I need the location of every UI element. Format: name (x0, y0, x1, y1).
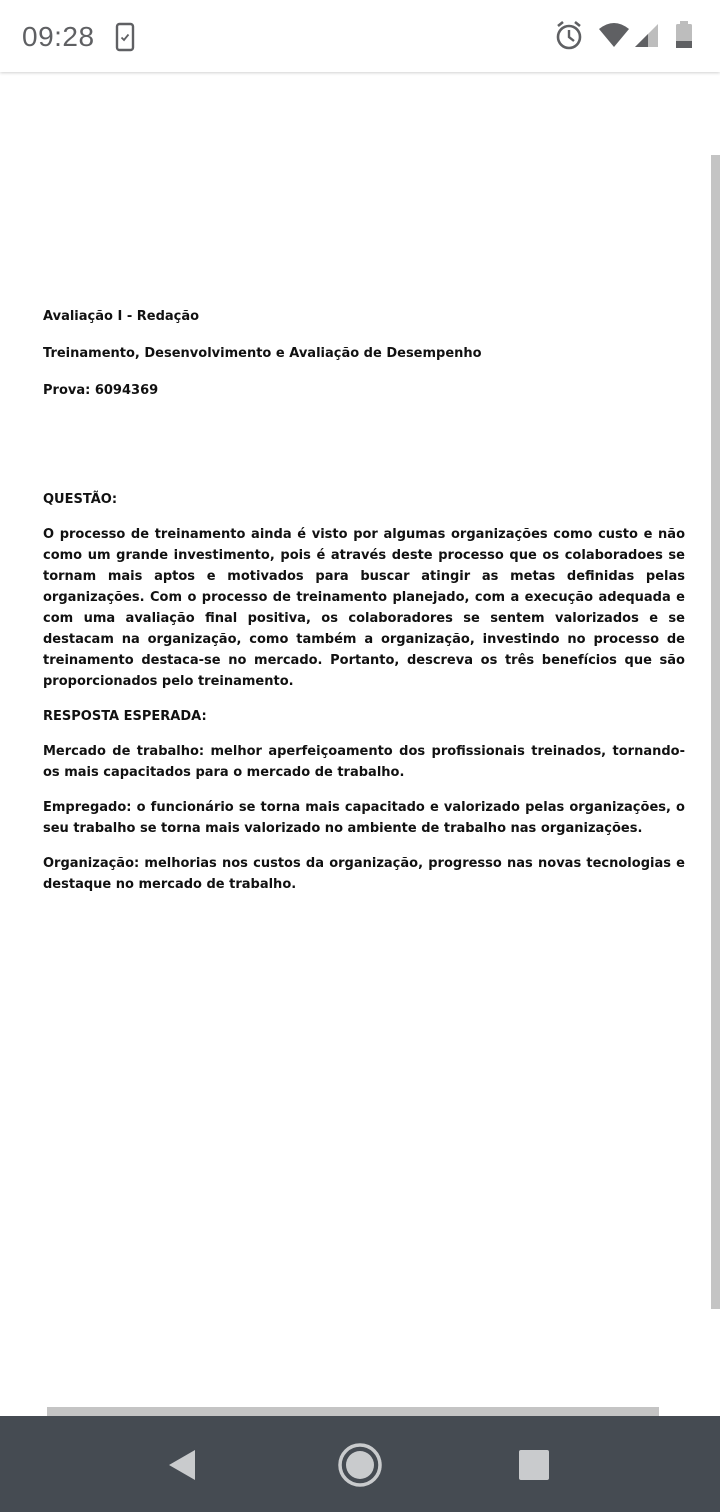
alarm-icon (554, 20, 584, 52)
answer-label: RESPOSTA ESPERADA: (43, 709, 207, 724)
vertical-scrollbar[interactable] (711, 155, 720, 1309)
course-name: Treinamento, Desenvolvimento e Avaliação de Desempenho (43, 346, 482, 361)
phone-check-icon (114, 22, 136, 52)
question-text: O processo de treinamento ainda é visto por algumas organizações como custo e não como um grande investimento, pois é através deste processo que os colaboradoes se tornam mais aptos e motivados para buscar atingir as metas definidas pelas organizações. Com o processo de treinamento planejado, com a execução adequada e com uma avaliação final positiva, os colaboradores se sentem valorizados e se destacam na organização, como também a organização, investindo no processo de treinamento destaca-se no mercado. Portanto, descreva os três benefícios que são proporcionados pelo treinamento. (43, 527, 685, 689)
exam-number: Prova: 6094369 (43, 383, 159, 398)
signal-icon (634, 20, 660, 52)
home-icon[interactable] (337, 1442, 383, 1488)
document-page (43, 306, 685, 909)
answer-item: Empregado: o funcionário se torna mais capacitado e valorizado pelas organizações, o seu trabalho se torna mais valorizado no ambiente de trabalho nas organizações. (43, 800, 685, 836)
battery-icon (674, 20, 694, 52)
back-icon[interactable] (159, 1442, 205, 1488)
navigation-bar (0, 1416, 720, 1512)
answer-item: Organização: melhorias nos custos da organização, progresso nas novas tecnologias e destaque no mercado de trabalho. (43, 856, 685, 892)
horizontal-scrollbar[interactable] (47, 1407, 659, 1416)
status-clock: 09:28 (22, 21, 95, 52)
document-header (43, 306, 685, 401)
recent-apps-icon[interactable] (511, 1442, 557, 1488)
document-title: Avaliação I - Redação (43, 309, 200, 324)
wifi-icon (598, 20, 630, 52)
status-bar (0, 0, 720, 72)
spacer (43, 417, 685, 489)
question-label: QUESTÃO: (43, 492, 118, 507)
answer-item: Mercado de trabalho: melhor aperfeiçoamento dos profissionais treinados, tornando-os mais capacitados para o mercado de trabalho. (43, 744, 685, 780)
